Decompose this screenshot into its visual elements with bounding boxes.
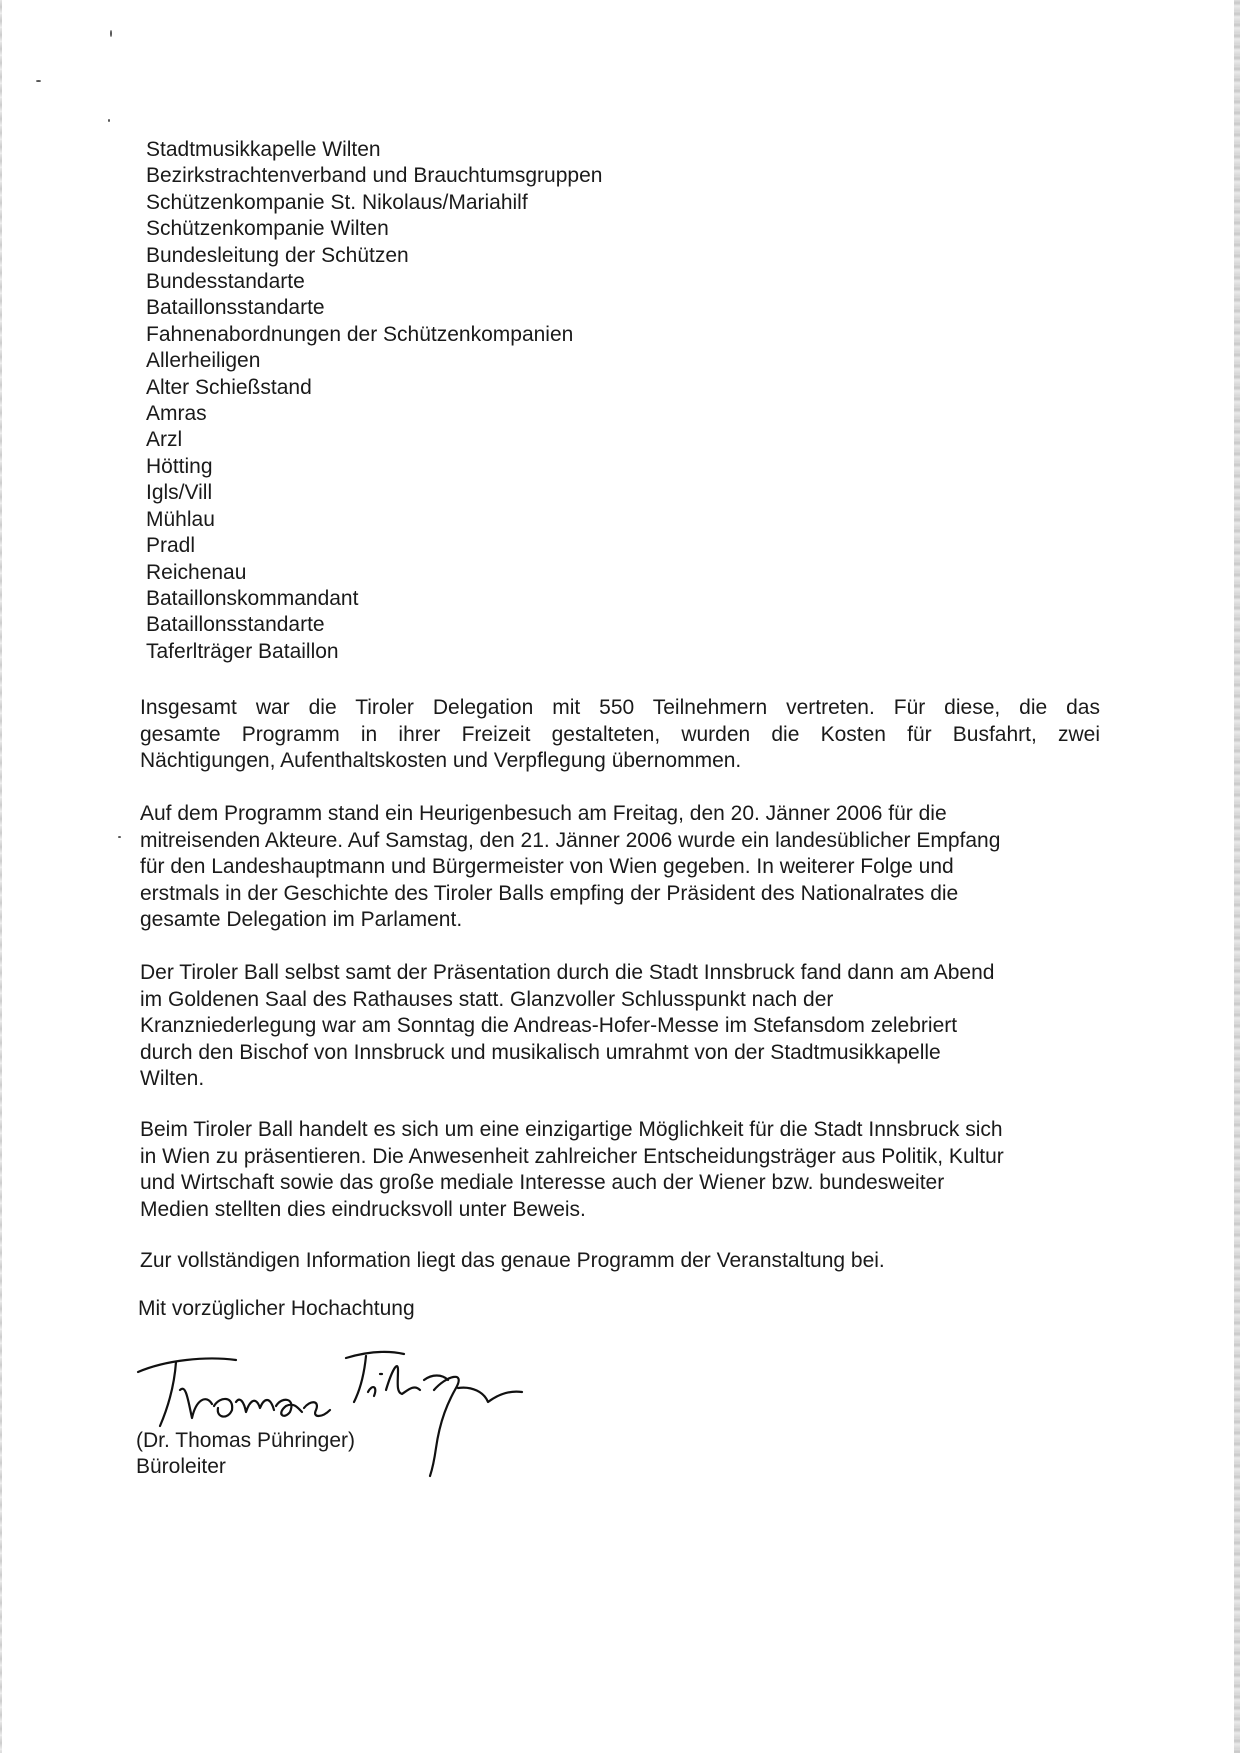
paragraph-line: Wilten. [140,1067,205,1090]
paragraph-line: Medien stellten dies eindrucksvoll unter Beweis. [140,1197,586,1221]
list-item: Schützenkompanie Wilten [146,217,389,241]
scan-edge-left [0,0,2,1753]
paragraph-line: Kranzniederlegung war am Sonntag die Andreas-Hofer-Messe im Stefansdom zelebriert [140,1014,958,1037]
signatory-name: (Dr. Thomas Pühringer) [136,1429,356,1452]
paragraph-significance [140,1117,1100,1223]
paragraph-line: Beim Tiroler Ball handelt es sich um eine einzigartige Möglichkeit für die Stadt Innsbruck sich [140,1118,1003,1141]
paragraph-enclosure [140,1248,1100,1275]
list-item: Alter Schießstand [146,375,312,399]
list-item: Pradl [146,534,196,558]
paragraph-line: für den Landeshauptmann und Bürgermeister von Wien gegeben. In weiterer Folge und [140,855,954,878]
paragraph-line: und Wirtschaft sowie das große mediale Interesse auch der Wiener bzw. bundesweiter [140,1171,945,1194]
list-item: Schützenkompanie St. Nikolaus/Mariahilf [146,190,528,214]
paragraph-line: durch den Bischof von Innsbruck und musikalisch umrahmt von der Stadtmusikkapelle [140,1040,941,1064]
closing-salutation: Mit vorzüglicher Hochachtung [138,1297,415,1320]
list-item: Reichenau [146,560,247,584]
scan-speck [36,80,41,82]
scan-speck [110,30,112,37]
paragraph-programme [140,801,1100,934]
list-item: Hötting [146,454,213,478]
paragraph-ball [140,960,1100,1093]
list-item: Bezirkstrachtenverband und Brauchtumsgruppen [146,164,603,188]
paragraph-line: in Wien zu präsentieren. Die Anwesenheit zahlreicher Entscheidungsträger aus Politik, Kultur [140,1144,1004,1168]
paragraph-line: gesamte Delegation im Parlament. [140,908,463,931]
paragraph-line: Auf dem Programm stand ein Heurigenbesuch am Freitag, den 20. Jänner 2006 für die [140,802,947,825]
list-item: Bundesleitung der Schützen [146,243,409,267]
paragraph-line: Insgesamt war die Tiroler Delegation mit 550 Teilnehmern vertreten. Für diese, die das [140,696,1100,719]
paragraph-line: mitreisenden Akteure. Auf Samstag, den 21. Jänner 2006 wurde ein landesüblicher Empfang [140,828,1001,852]
signatory-title: Büroleiter [136,1455,226,1478]
list-item: Stadtmusikkapelle Wilten [146,138,381,161]
paragraph-line: Zur vollständigen Information liegt das genaue Programm der Veranstaltung bei. [140,1249,885,1272]
list-item: Bataillonskommandant [146,586,359,610]
list-item: Fahnenabordnungen der Schützenkompanien [146,322,574,346]
list-item: Taferlträger Bataillon [146,639,339,663]
paragraph-line: im Goldenen Saal des Rathauses statt. Glanzvoller Schlusspunkt nach der [140,987,834,1011]
list-item: Amras [146,402,207,426]
paragraph-line: erstmals in der Geschichte des Tiroler Balls empfing der Präsident des Nationalrates die [140,881,959,905]
participant-list [146,137,846,665]
list-item: Arzl [146,428,183,452]
scan-speck [108,119,110,122]
paragraph-line: Der Tiroler Ball selbst samt der Präsentation durch die Stadt Innsbruck fand dann am Abend [140,961,995,984]
signature-block [136,1428,355,1480]
list-item: Mühlau [146,507,215,531]
list-item: Bataillonsstandarte [146,613,325,637]
list-item: Bundesstandarte [146,270,305,294]
paragraph-line: gesamte Programm in ihrer Freizeit gestalteten, wurden die Kosten für Busfahrt, zwei [140,722,1100,746]
list-item: Igls/Vill [146,481,213,505]
scan-speck [118,836,121,838]
list-item: Bataillonsstandarte [146,296,325,320]
paragraph-line: Nächtigungen, Aufenthaltskosten und Verpflegung übernommen. [140,749,742,772]
scan-edge-right [1234,0,1240,1753]
paragraph-delegation [140,695,1100,775]
list-item: Allerheiligen [146,349,261,373]
